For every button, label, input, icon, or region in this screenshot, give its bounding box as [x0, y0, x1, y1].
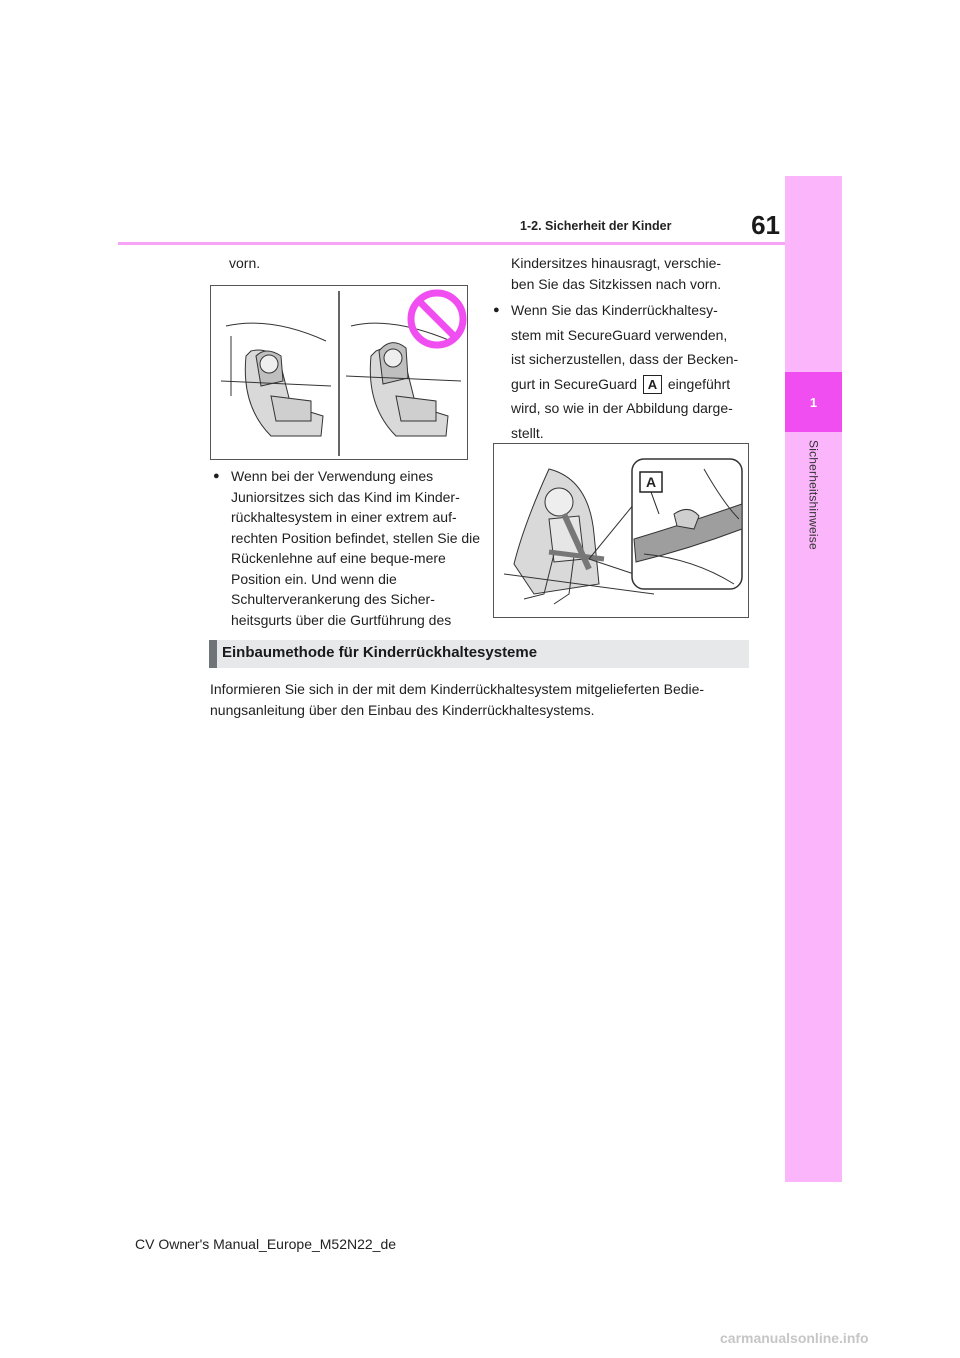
bullet-recline-seat	[213, 466, 493, 630]
figure-secureguard	[493, 443, 749, 618]
bullet-secureguard-line: wird, so wie in der Abbildung darge-	[511, 400, 733, 416]
secureguard-illustration	[494, 444, 748, 617]
continued-text: vorn.	[229, 255, 261, 271]
bullet-secureguard-line: stem mit SecureGuard verwenden,	[511, 326, 728, 343]
bullet-secureguard-line: ● Wenn Sie das Kinderrückhaltesy-	[511, 302, 718, 318]
page-number: 61	[751, 210, 780, 240]
bullet-secureguard	[493, 298, 773, 445]
chapter-tab	[785, 176, 842, 1182]
footer-doc-id: CV Owner's Manual_Europe_M52N22_de	[135, 1236, 397, 1252]
chapter-number: 1	[785, 372, 842, 432]
continued-right-line: Kindersitzes hinausragt, verschie-	[511, 255, 722, 271]
continued-right	[511, 253, 761, 294]
section-heading-accent	[209, 640, 217, 668]
section-heading: Einbaumethode für Kinderrückhaltesysteme	[222, 644, 538, 661]
installation-text-line: nungsanleitung über den Einbau des Kinderrückhaltesystems.	[210, 701, 595, 718]
header-rule	[118, 242, 785, 245]
figure-seat-positions	[210, 285, 468, 460]
seat-positions-illustration	[211, 286, 467, 459]
callout-a-label: A	[645, 474, 657, 490]
installation-text-line: Informieren Sie sich in der mit dem Kinderrückhaltesystem mitgelieferten Bedie-	[210, 681, 705, 697]
bullet-secureguard-line: gurt in SecureGuard A eingeführt	[511, 375, 731, 393]
bullet-secureguard-line: ist sicherzustellen, dass der Becken-	[511, 351, 739, 367]
section-title: 1-2. Sicherheit der Kinder	[520, 219, 672, 233]
prohibition-icon	[411, 293, 463, 345]
chapter-label	[785, 440, 842, 600]
bullet-secureguard-line: stellt.	[511, 424, 544, 441]
chapter-label-text: Sicherheitshinweise	[806, 440, 821, 550]
continued-right-line: ben Sie das Sitzkissen nach vorn.	[511, 275, 722, 292]
watermark: carmanualsonline.info	[720, 1330, 869, 1346]
marker-a-icon: A	[643, 375, 662, 394]
bullet-recline-text: Wenn bei der Verwendung eines Juniorsitzes sich das Kind im Kinder-rückhaltesystem in einer extrem auf-rechten Position befindet, stellen Sie die Rückenlehne auf eine beque-mere Position ein. Und wenn die Schulterverankerung des Sicher-heitsgurts über die Gurtführung des	[231, 468, 481, 628]
installation-text	[210, 679, 770, 720]
